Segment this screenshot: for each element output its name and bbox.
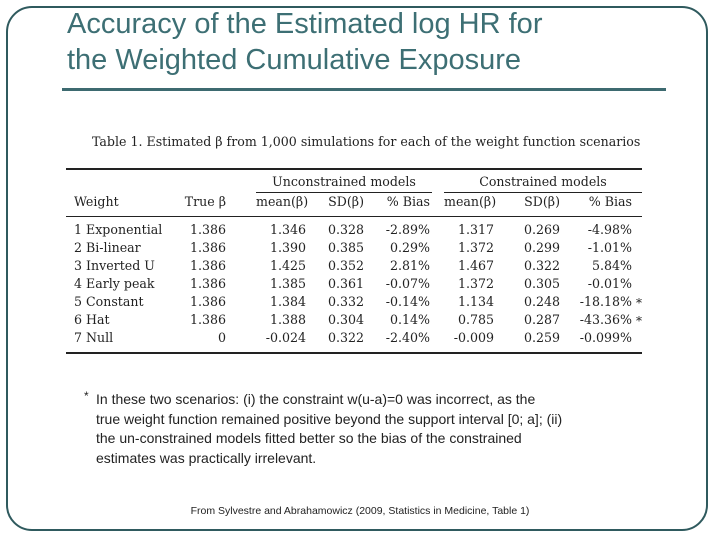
- cell-con-sd: 0.259: [523, 330, 560, 345]
- col-header-unc-mean: mean(β): [256, 194, 309, 209]
- col-header-true-beta: True β: [184, 194, 226, 209]
- cell-unc-sd: 0.385: [327, 240, 364, 255]
- cell-con-bias: 5.84%: [591, 258, 632, 273]
- cell-unc-sd: 0.352: [327, 258, 364, 273]
- group-header-unconstrained: Unconstrained models: [272, 174, 416, 189]
- cell-con-mean: 0.785: [457, 312, 494, 327]
- cell-true-beta: 1.386: [189, 312, 226, 327]
- source-citation: From Sylvestre and Abrahamowicz (2009, Statistics in Medicine, Table 1): [190, 505, 530, 517]
- slide-title: [67, 6, 542, 78]
- cell-unc-mean: 1.425: [269, 258, 306, 273]
- table-top-rule: [66, 168, 642, 170]
- cell-unc-mean: -0.024: [265, 330, 306, 345]
- cell-unc-mean: 1.346: [269, 222, 306, 237]
- col-header-unc-bias: % Bias: [386, 194, 430, 209]
- cell-weight: 6 Hat: [74, 312, 110, 327]
- cell-true-beta: 0: [217, 330, 226, 345]
- title-underline: [62, 88, 666, 91]
- table-caption: Table 1. Estimated β from 1,000 simulations for each of the weight function scenarios: [92, 134, 641, 149]
- cell-unc-mean: 1.385: [269, 276, 306, 291]
- cell-unc-sd: 0.361: [327, 276, 364, 291]
- col-header-con-bias: % Bias: [588, 194, 632, 209]
- cell-con-bias: -18.18%: [579, 294, 632, 309]
- cell-unc-sd: 0.328: [327, 222, 364, 237]
- row-asterisk: *: [636, 296, 642, 310]
- cell-weight: 7 Null: [74, 330, 114, 345]
- title-line-2: the Weighted Cumulative Exposure: [67, 44, 522, 76]
- cell-true-beta: 1.386: [189, 294, 226, 309]
- cell-con-mean: 1.372: [457, 276, 494, 291]
- cell-con-mean: -0.009: [453, 330, 494, 345]
- cell-unc-bias: 0.29%: [389, 240, 430, 255]
- cell-unc-bias: -0.07%: [385, 276, 430, 291]
- cell-con-sd: 0.269: [523, 222, 560, 237]
- cell-con-sd: 0.248: [523, 294, 560, 309]
- cell-weight: 1 Exponential: [74, 222, 163, 237]
- cell-con-sd: 0.305: [523, 276, 560, 291]
- cell-con-sd: 0.287: [523, 312, 560, 327]
- cell-con-mean: 1.372: [457, 240, 494, 255]
- cell-con-mean: 1.467: [457, 258, 494, 273]
- table-bottom-rule: [66, 352, 642, 354]
- cell-unc-bias: 2.81%: [389, 258, 430, 273]
- cell-true-beta: 1.386: [189, 276, 226, 291]
- constrained-group-rule: [444, 192, 642, 193]
- title-line-1: Accuracy of the Estimated log HR for: [67, 8, 543, 40]
- footnote: [84, 390, 654, 468]
- cell-con-sd: 0.299: [523, 240, 560, 255]
- col-header-con-sd: SD(β): [524, 194, 560, 209]
- cell-con-mean: 1.134: [457, 294, 494, 309]
- footnote-line-1: In these two scenarios: (i) the constraint w(u-a)=0 was incorrect, as the: [96, 391, 536, 407]
- cell-unc-bias: -2.40%: [385, 330, 430, 345]
- cell-unc-bias: -2.89%: [385, 222, 430, 237]
- cell-con-bias: -4.98%: [587, 222, 632, 237]
- cell-con-bias: -43.36%: [579, 312, 632, 327]
- cell-true-beta: 1.386: [189, 258, 226, 273]
- cell-weight: 3 Inverted U: [74, 258, 155, 273]
- footnote-line-4: estimates was practically irrelevant.: [96, 449, 317, 466]
- col-header-unc-sd: SD(β): [328, 194, 364, 209]
- col-header-weight: Weight: [74, 194, 119, 209]
- col-header-con-mean: mean(β): [444, 194, 497, 209]
- cell-con-bias: -0.01%: [587, 276, 632, 291]
- cell-con-sd: 0.322: [523, 258, 560, 273]
- cell-unc-mean: 1.388: [269, 312, 306, 327]
- cell-weight: 2 Bi-linear: [74, 240, 141, 255]
- cell-con-bias: -0.099%: [579, 330, 632, 345]
- cell-true-beta: 1.386: [189, 240, 226, 255]
- cell-unc-bias: -0.14%: [385, 294, 430, 309]
- cell-weight: 5 Constant: [74, 294, 144, 309]
- footnote-mark: *: [84, 389, 89, 403]
- cell-weight: 4 Early peak: [74, 276, 155, 291]
- cell-unc-bias: 0.14%: [389, 312, 430, 327]
- cell-con-mean: 1.317: [457, 222, 494, 237]
- footnote-line-3: the un-constrained models fitted better so the bias of the constrained: [96, 430, 522, 446]
- cell-con-bias: -1.01%: [587, 240, 632, 255]
- cell-unc-sd: 0.304: [327, 312, 364, 327]
- cell-unc-sd: 0.332: [327, 294, 364, 309]
- footnote-line-2: true weight function remained positive beyond the support interval [0; a]; (ii): [96, 410, 563, 427]
- cell-unc-mean: 1.384: [269, 294, 306, 309]
- header-bottom-rule: [66, 216, 642, 217]
- row-asterisk: *: [636, 314, 642, 328]
- cell-true-beta: 1.386: [189, 222, 226, 237]
- cell-unc-sd: 0.322: [327, 330, 364, 345]
- cell-unc-mean: 1.390: [269, 240, 306, 255]
- group-header-constrained: Constrained models: [479, 174, 607, 189]
- unconstrained-group-rule: [256, 192, 432, 193]
